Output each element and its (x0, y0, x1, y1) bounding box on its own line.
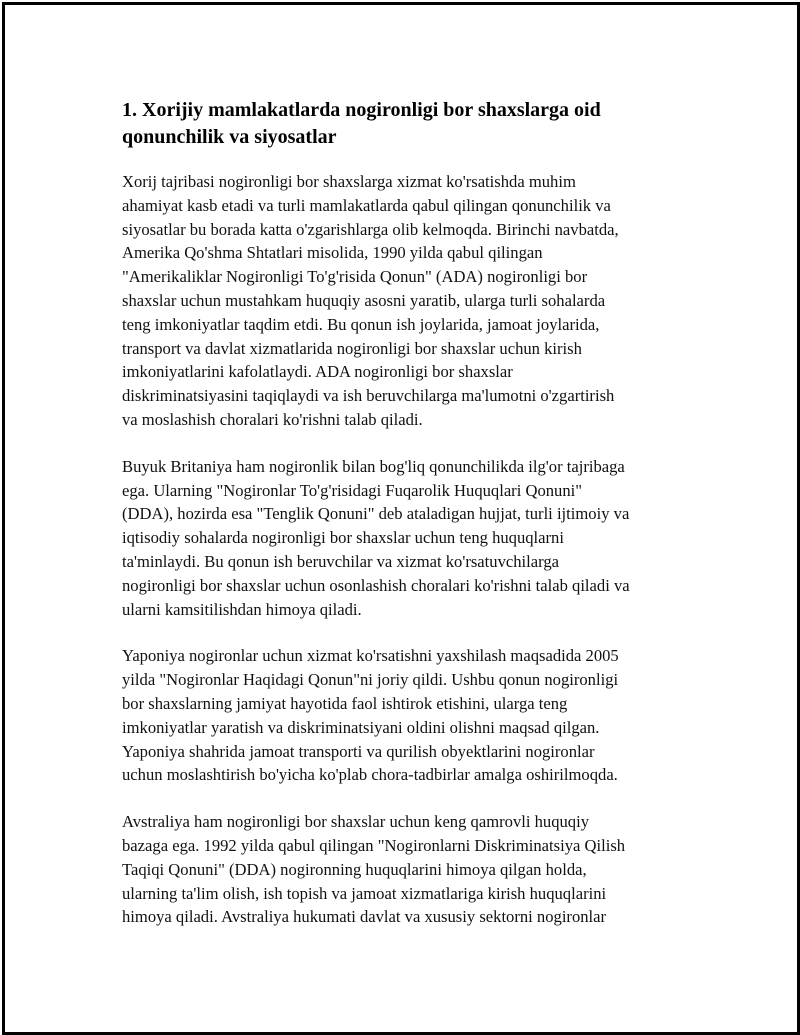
text-line: diskriminatsiyasini taqiqlaydi va ish beruvchilarga ma'lumotni o'zgartirish (122, 386, 615, 406)
text-line: "Amerikaliklar Nogironligi To'g'risida Qonun" (ADA) nogironligi bor (122, 267, 588, 287)
text-line: himoya qiladi. Avstraliya hukumati davlat va xususiy sektorni nogironlar (122, 907, 607, 927)
text-line: imkoniyatlar yaratish va diskriminatsiyani oldini olishni maqsad qilgan. (122, 717, 600, 737)
page-frame (2, 2, 800, 1035)
text-line: shaxslar uchun mustahkam huquqiy asosni yaratib, ularga turli sohalarda (122, 290, 606, 310)
text-line: Taqiqi Qonuni" (DDA) nogironning huquqlarini himoya qilgan holda, (122, 859, 587, 879)
text-line: ahamiyat kasb etadi va turli mamlakatlarda qabul qilingan qonunchilik va (122, 195, 611, 215)
text-line: Yaponiya nogironlar uchun xizmat ko'rsatishni yaxshilash maqsadida 2005 (122, 646, 619, 666)
text-line: Amerika Qo'shma Shtatlari misolida, 1990 yilda qabul qilingan (122, 243, 543, 263)
text-line: teng imkoniyatlar taqdim etdi. Bu qonun ish joylarida, jamoat joylarida, (122, 314, 600, 334)
text-line: ularning ta'lim olish, ish topish va jamoat xizmatlariga kirish huquqlarini (122, 883, 607, 903)
text-line: imkoniyatlarini kafolatlaydi. ADA nogironligi bor shaxslar (122, 362, 513, 382)
heading-line: 1. Xorijiy mamlakatlarda nogironligi bor shaxslarga oid (122, 99, 601, 121)
paragraph-uk (122, 455, 692, 622)
text-line: nogironligi bor shaxslar uchun osonlashish choralari ko'rishni talab qiladi va (122, 575, 630, 595)
text-line: va moslashish choralari ko'rishni talab qiladi. (122, 409, 423, 429)
text-line: Yaponiya shahrida jamoat transporti va qurilish obyektlarini nogironlar (122, 741, 595, 761)
text-line: uchun moslashtirish bo'yicha ko'plab chora-tadbirlar amalga oshirilmoqda. (122, 765, 618, 785)
text-line: (DDA), hozirda esa "Tenglik Qonuni" deb ataladigan hujjat, turli ijtimoiy va (122, 504, 630, 524)
text-line: Xorij tajribasi nogironligi bor shaxslarga xizmat ko'rsatishda muhim (122, 172, 576, 191)
text-line: bor shaxslarning jamiyat hayotida faol ishtirok etishini, ularga teng (122, 693, 568, 713)
document-body (122, 97, 692, 952)
text-line: siyosatlar bu borada katta o'zgarishlarga olib kelmoqda. Birinchi navbatda, (122, 219, 619, 239)
paragraph-japan (122, 644, 692, 787)
heading-line: qonunchilik va siyosatlar (122, 126, 337, 148)
text-line: bazaga ega. 1992 yilda qabul qilingan "Nogironlarni Diskriminatsiya Qilish (122, 835, 626, 855)
section-heading (122, 97, 692, 151)
text-line: transport va davlat xizmatlarida nogironligi bor shaxslar uchun kirish (122, 338, 582, 358)
text-line: ega. Ularning "Nogironlar To'g'risidagi Fuqarolik Huquqlari Qonuni" (122, 480, 583, 500)
text-line: Avstraliya ham nogironligi bor shaxslar uchun keng qamrovli huquqiy (122, 812, 589, 832)
text-line: Buyuk Britaniya ham nogironlik bilan bog'liq qonunchilikda ilg'or tajribaga (122, 456, 625, 476)
text-line: iqtisodiy sohalarda nogironligi bor shaxslar uchun teng huquqlarni (122, 528, 564, 548)
text-line: yilda "Nogironlar Haqidagi Qonun"ni joriy qildi. Ushbu qonun nogironligi (122, 670, 619, 690)
paragraph-usa (122, 170, 692, 432)
text-line: ularni kamsitilishdan himoya qiladi. (122, 599, 362, 619)
paragraph-australia (122, 810, 692, 929)
text-line: ta'minlaydi. Bu qonun ish beruvchilar va xizmat ko'rsatuvchilarga (122, 551, 560, 571)
